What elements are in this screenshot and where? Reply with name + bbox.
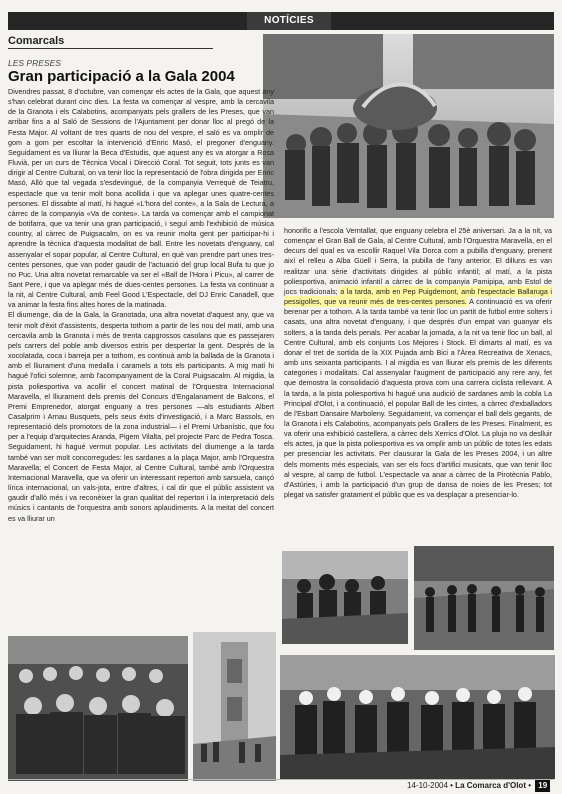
- section-rule: [8, 48, 213, 49]
- highlighted-text: a la tarda, amb en Pep Puigdemont, amb l'espectacle Ballaruga i pessigolles, que va reunir més de tres-centes persones.: [284, 286, 553, 307]
- concert-audience-photo: [8, 636, 188, 781]
- gala-dancing-photo: [282, 551, 408, 644]
- festival-parade-image: [263, 34, 554, 218]
- article-paragraph-3-part-2: A continuació es va oferir berenar per a tothom. A la tarda també va tenir lloc un partit de futbol entre solters i casats, una altra novetat d'enguany, i que després d'un empat van guanyar els solters, a la tanda dels penals. Per acabar la jornada, a la nit va tenir lloc un ball, al Centre Cultural, amb els conjunts Los Mejores i Stock. El dimarts al matí, es va donar el tret de sortida de la XIX Pujada amb Bici a l'Àrea Recreativa de Xenacs, amb uns seixanta participants. I al migdia es van lliurar els premis de les diferents categories i modalitats. Cal assenyalar l'augment de participació any rere any, fet que demostra la consolidació d'aquesta prova com una carrera ciclista rellevant. A la tarda, a la pista poliesportiva hi hagué una audició de sardanes amb la cobla La Principal d'Olot, i a continuació, el popular Ball de les cintes, a càrrec d'exballadors de l'Esbart Dansaire Marboleny. Seguidament, va començar el ball dels gegants, de la Granota i els Calabotins, acompanyats pels Grallers de les Preses. Finalment, es va oferir una exhibició castellera, a càrrec dels Xerrics d'Olot. La pluja no va deslluir els actes, ja que la pista poliesportiva es va omplir amb un públic de totes les edats per presenciar les activitats. Per clausurar la Gala de les Preses 2004, i un altre dels moments més especials, van ser els focs d'artifici musicats, que van tenir lloc al vespre, al camp de futbol. L'espectacle va anar a càrrec de la Pirotècnia Pablo, d'Astúries, i amb la participació d'un grup de dansa de noies de les Preses; tot plegat va satisfer gratament el públic que es va desplaçar a presenciar-lo.: [284, 297, 552, 500]
- publication-name: • La Comarca d'Olot •: [450, 781, 532, 790]
- article-headline: Gran participació a la Gala 2004: [8, 68, 235, 85]
- article-paragraph-2: El diumenge, dia de la Gala, la Granotada, una altra novetat d'aquest any, que va tenir molt d'èxit d'assistents, desperta tothom a partir de les nou del matí, amb una cercavila amb la Granota i més de trenta capgrossos casolans que es passejaren pels carrers del poble amb diversos estris per despertar la gent. Després de la xocolatada, coca i barreja per a tothom, es continuà amb la ballada de la Granota i amb el lliurament d'una medalla i caramels a tots els participants. A mig matí hi hagué l'ofici solemne, amb l'acompanyament de la Coral Puigsacalm. Al migdia, la pista poliesportiva va acollir el concert matinal de l'Orquestra Internacional Maravella, el lliurament dels premis del Concurs d'Engalanament de Balcons, el Premi Emprenedor, atorgat enguany a tres persones —als estudiants Albert Casalprim i Arnau Busquets, pels seus èxits d'investigació, i a Marc Bassols, en representació dels promotors de la zona industrial— i el Premi Urbanístic, que fou per a l'equip d'arquitectes Aranda, Pigem Vilalta, pel projecte Parc de Pedra Tosca. Seguidament, hi hagué vermut popular. Les activitats del diumenge a la tarda també van ser molt concorregudes: les sardanes a la plaça Major, amb l'Orquestra Maravella; el Concert de Festa Major, al Centre Cultural, també amb l'Orquestra Internacional Maravella, que va oferir un interessant repertori amb sarsuela, cançó lírica internacional, un vals-jota, entre d'altres, i cal dir que el públic assistent va gaudir d'allò més i va reconèixer la gran qualitat del repertori i la interpretació dels músics i cantants de l'orquestra amb sonors aplaudiments. A la meitat del concert es va lliurar un: [8, 310, 274, 523]
- gala-dancing-image: [282, 551, 408, 644]
- left-article-column: [8, 87, 274, 524]
- page-number: 19: [535, 780, 550, 792]
- church-tower-photo: [193, 632, 276, 781]
- concert-audience-image: [8, 636, 188, 781]
- article-paragraph-3-part-1: honorific a l'escola Verntallat, que enguany celebra el 25è aniversari. Ja a la nit, va començar el Gran Ball de Gala, al Centre Cultural, amb l'Orquestra Maravella, en el decurs del qual es va escollir Raquel Vila Dorca com a pubilla d'enguany, prenent així el relleu a Alba Güell i Serra, la pubilla de l'any anterior. El dilluns es van realitzar una sèrie d'activitats dirigides al públic infantil; al matí, a la pista poliesportiva, animació infantil a càrrec de la companyia Pamipipa, amb Estol de jocs tradicionals;: [284, 226, 552, 296]
- publication-date: 14-10-2004: [407, 781, 448, 790]
- section-header-title: NOTÍCIES: [247, 12, 331, 30]
- church-tower-image: [193, 632, 276, 781]
- article-paragraph-1: Divendres passat, 8 d'octubre, van començar els actes de la Gala, que aquest any s'han celebrat durant cinc dies. La festa va començar al vespre, amb la cercavila de la Granota i els Calabotins, acompanyats pels grallers de les Preses, que van arribar fins a al Saló de Sessions de l'Ajuntament per donar lloc al pregó de la Festa Major. Al voltant de tres quarts de nou del vespre, el saló es va omplir de gom a gom per escoltar la intervenció d'Enric Masó, el pregoner d'enguany. Seguidament es va lliurar la Beca d'Estudis, que aquest any es va atorgar a Rosa Fluvià, per un curs de Tècnica Vocal i Direcció Coral. Tot seguit, tots junts es van dirigir al Centre Cultural, on va tenir lloc la representació de l'obra dirigida per Enric Masó, Allò que tal vegada s'esdevingué, de la companyia Verrequè de Teiatru, espectacle que va tenir molt bona acollida i que va aplegar unes quatre-centes persones. El dissabte al matí, hi hagué «L'hora del conte», a la Sala de Lectura, a càrrec de la companyia «Va de contes». La tarda va començar amb el campionat de botifarra, que va tenir una gran participació, i seguí amb l'exhibició de música country, al càrrec de Puigsacalm, on es va reunir molta gent per participar-hi i aprendre la tècnica d'aquesta modalitat de ball. Entre les novetats d'enguany, cal assenyalar el sopar popular, al Centre Cultural, en què van prendre part unes tres-centes persones, que van poder gaudir de l'actuació del grup local Bufa tu que jo no Puc. Una altra novetat remarcable va ser el «Ball de l'Hora i Picu», al carrer de Sant Pere, i que va aplegar més de dues-centes persones. La festa va continuar a la nit, al Centre Cultural, amb Feel Good L'Espectacle, del DJ Enric Canadell, que va animar la festa fins altes hores de la matinada.: [8, 87, 274, 310]
- section-header-bar: [8, 12, 554, 30]
- festival-parade-photo: [263, 34, 554, 218]
- sardana-dance-photo: [414, 546, 554, 650]
- right-article-column: [284, 226, 552, 500]
- article-kicker: LES PRESES: [8, 58, 61, 68]
- orchestra-concert-photo: [280, 655, 555, 779]
- sardana-dance-image: [414, 546, 554, 650]
- section-label: Comarcals: [8, 35, 65, 47]
- orchestra-concert-image: [280, 655, 555, 779]
- page-footer: [407, 780, 550, 792]
